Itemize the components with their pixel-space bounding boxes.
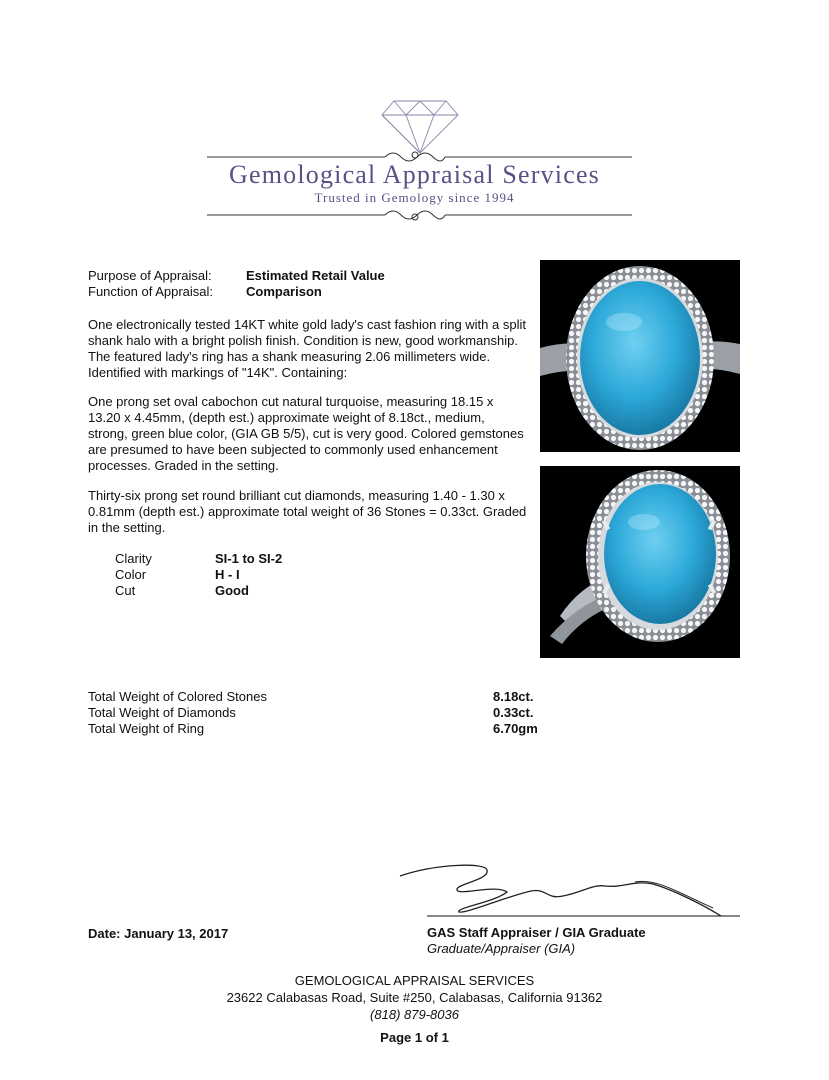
company-name: Gemological Appraisal Services: [228, 160, 601, 189]
grade-row-clarity: [115, 551, 282, 567]
grade-value: H - I: [215, 567, 240, 582]
purpose-label: Purpose of Appraisal:: [88, 268, 212, 283]
total-row: [88, 721, 548, 737]
appraiser-block: [427, 925, 646, 957]
total-label: Total Weight of Diamonds: [88, 705, 236, 720]
grade-row-cut: [115, 583, 282, 599]
appraisal-purpose-block: [88, 268, 385, 300]
company-tagline: Trusted in Gemology since 1994: [314, 190, 515, 205]
appraiser-subtitle: Graduate/Appraiser (GIA): [427, 941, 576, 956]
function-value: Comparison: [246, 284, 322, 299]
footer-address: 23622 Calabasas Road, Suite #250, Calabasas, California 91362: [226, 990, 603, 1005]
grade-label: Cut: [115, 583, 136, 598]
total-value: 0.33ct.: [493, 705, 534, 720]
grade-label: Clarity: [115, 551, 152, 566]
total-row: [88, 689, 548, 705]
appraiser-signature: [395, 850, 745, 920]
total-label: Total Weight of Colored Stones: [88, 689, 267, 704]
grade-label: Color: [115, 567, 147, 582]
footer: [0, 972, 829, 1046]
weight-totals: [88, 689, 548, 737]
diamonds-description: Thirty-six prong set round brilliant cut diamonds, measuring 1.40 - 1.30 x 0.81mm (depth est.) approximate total weight of 36 Stones = 0.33ct. Graded in the setting.: [88, 488, 527, 535]
ornament-divider-bottom: [0, 205, 829, 225]
turquoise-description: One prong set oval cabochon cut natural turquoise, measuring 18.15 x 13.20 x 4.45mm, (depth est.) approximate weight of 8.18ct., medium, strong, green blue color, (GIA GB 5/5), cut is very good. Colored gemstones are presumed to have been subjected to commonly used enhancement processes. Graded in the setting.: [88, 394, 524, 473]
function-label: Function of Appraisal:: [88, 284, 214, 299]
total-row: [88, 705, 548, 721]
total-label: Total Weight of Ring: [88, 721, 205, 736]
footer-company: GEMOLOGICAL APPRAISAL SERVICES: [294, 973, 535, 988]
diamond-grades: [115, 551, 282, 599]
ring-description: One electronically tested 14KT white gold lady's cast fashion ring with a split shank halo with a bright polish finish. Condition is new, good workmanship. The featured lady's ring has a shank measuring 2.06 millimeters wide. Identified with markings of "14K". Containing:: [88, 317, 526, 380]
total-value: 8.18ct.: [493, 689, 534, 704]
total-value: 6.70gm: [493, 721, 538, 736]
grade-row-color: [115, 567, 282, 583]
appraisal-date: Date: January 13, 2017: [88, 926, 229, 941]
footer-phone: (818) 879-8036: [370, 1007, 459, 1022]
grade-value: SI-1 to SI-2: [215, 551, 283, 566]
page-number: Page 1 of 1: [380, 1030, 449, 1045]
letterhead: [0, 0, 829, 240]
purpose-value: Estimated Retail Value: [246, 268, 385, 283]
turquoise-ring-angle-icon: [540, 466, 740, 658]
appraiser-title: GAS Staff Appraiser / GIA Graduate: [427, 925, 646, 940]
turquoise-ring-top-icon: [540, 260, 740, 452]
grade-value: Good: [215, 583, 249, 598]
ring-photo-angle: [540, 466, 740, 658]
ring-photo-top: [540, 260, 740, 452]
